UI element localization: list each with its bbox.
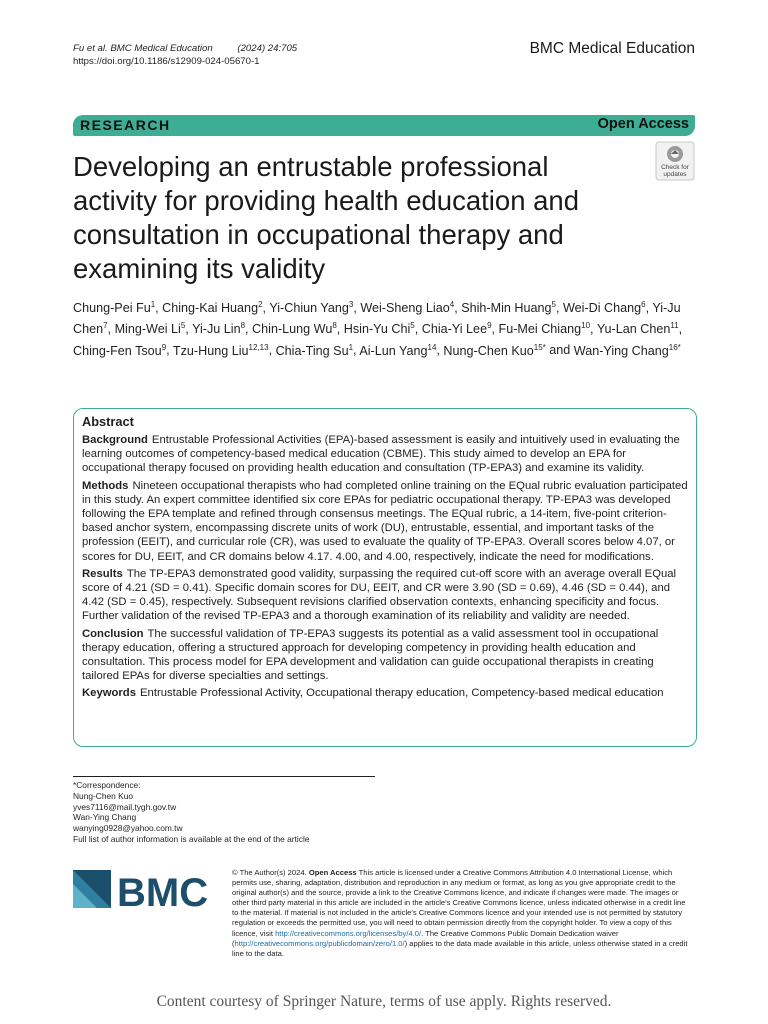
methods-label: Methods xyxy=(82,479,129,492)
author-name[interactable] xyxy=(115,322,186,336)
author-affiliation: 8 xyxy=(240,321,246,331)
courtesy-watermark: Content courtesy of Springer Nature, terms of use apply. Rights reserved. xyxy=(156,993,612,1010)
abstract-keywords xyxy=(82,686,688,700)
background-text: Entrustable Professional Activities (EPA)-based assessment is easily and intuitively used in evaluating the learning outcomes of competency-based medical education (CBME). This study aimed to develop an EPA for occupational therapy focused on providing health education and consultation (TP-EPA3) and examine its validity. xyxy=(82,434,680,475)
license-link-cc-by[interactable]: http://creativecommons.org/licenses/by/4.0/ xyxy=(275,928,422,938)
correspondence-label: *Correspondence: xyxy=(73,780,141,790)
results-label: Results xyxy=(82,567,123,580)
author-name[interactable] xyxy=(499,322,591,336)
author-name[interactable] xyxy=(443,344,545,358)
author-name[interactable] xyxy=(344,322,415,336)
author-name[interactable] xyxy=(359,344,436,358)
author-name-text: Yi-Ju Lin xyxy=(192,322,241,337)
author-affiliation: 9 xyxy=(487,321,492,331)
author-name-text: Hsin-Yu Chi xyxy=(343,322,411,337)
open-access-label: Open Access xyxy=(597,116,689,132)
author-name-text: Chung-Pei Fu xyxy=(73,301,151,316)
check-for-updates-icon[interactable] xyxy=(655,141,695,181)
author-name[interactable] xyxy=(563,301,646,315)
author-name-text: Yi-Ju Chen xyxy=(73,301,681,337)
section-label: RESEARCH xyxy=(80,117,171,133)
header-authors: Fu et al. xyxy=(73,43,108,54)
author-name-text: Shih-Min Huang xyxy=(461,301,552,316)
author-affiliation: 8 xyxy=(332,321,337,331)
author-name[interactable] xyxy=(422,322,492,336)
author-name[interactable] xyxy=(192,322,245,336)
abstract-conclusion xyxy=(82,627,688,684)
author-name[interactable] xyxy=(276,344,353,358)
author-affiliation: 11 xyxy=(670,321,679,331)
license-link-cc0[interactable]: http://creativecommons.org/publicdomain/zero/1.0/ xyxy=(234,938,405,948)
author-name-text: Chin-Lung Wu xyxy=(252,322,333,337)
correspondent-name-1: Nung-Chen Kuo xyxy=(73,790,134,801)
author-name-text: Yu-Lan Chen xyxy=(596,322,671,337)
author-name-text: Ching-Kai Huang xyxy=(162,301,259,316)
keywords-label: Keywords xyxy=(82,687,136,700)
author-affiliation: 16* xyxy=(668,342,681,352)
author-name-text: Tzu-Hung Liu xyxy=(172,343,249,358)
abstract-heading: Abstract xyxy=(82,414,134,429)
bmc-logo xyxy=(73,870,216,912)
author-name-text: Wei-Di Chang xyxy=(562,301,642,316)
header-doi[interactable]: https://doi.org/10.1186/s12909-024-05670-1 xyxy=(73,56,260,67)
author-name-text: Wan-Ying Chang xyxy=(573,343,669,358)
author-affiliation: 1 xyxy=(348,342,354,352)
author-affiliation: 5 xyxy=(180,321,186,331)
author-affiliation: 2 xyxy=(258,300,263,309)
license-text xyxy=(232,868,692,959)
author-name[interactable] xyxy=(597,322,679,336)
author-name[interactable] xyxy=(73,344,166,358)
author-name[interactable] xyxy=(574,344,681,358)
author-affiliation: 12,13 xyxy=(248,342,269,352)
methods-text: Nineteen occupational therapists who had completed online training on the EQual rubric evaluation participated in this study. An expert committee identified six core EPAs for pediatric occupational therapy. TP-EPA3 was developed following the EPA template and refined through consensus meetings. The EQual rubric, a 14-item, five-point criterion-based anchor system, encompassing discrete units of work (DU), entrustable, essential, and important tasks of the profession (EEIT), and curricular role (CR), was used to evaluate the quality of TP-EPA3. Overall scores below 4.07, or scores for DU, EEIT, and CR domains below 4.17. 4.00, and 4.00, respectively, indicate the need for modifications. xyxy=(82,479,688,563)
abstract-results xyxy=(82,567,688,624)
updates-label: updates xyxy=(663,171,687,178)
bmc-logo-text: BMC xyxy=(117,871,209,912)
author-affiliation: 4 xyxy=(449,300,455,309)
license-open-access: Open Access xyxy=(308,868,357,877)
license-body-2: . The Creative Commons Public Domain Dedication waiver ( xyxy=(232,928,619,948)
author-name-text: Ming-Wei Li xyxy=(114,322,181,337)
correspondent-email-1[interactable]: yves7116@mail.tygh.gov.tw xyxy=(73,801,177,812)
author-affiliation: 6 xyxy=(641,300,646,309)
author-name[interactable] xyxy=(173,344,269,358)
author-name[interactable] xyxy=(162,301,262,315)
author-affiliation: 5 xyxy=(410,321,415,331)
header-volume: (2024) 24:705 xyxy=(237,43,298,54)
author-affiliation: 3 xyxy=(348,300,354,309)
author-name-text: Chia-Ting Su xyxy=(275,343,349,358)
running-header xyxy=(73,42,297,68)
correspondence-footnote xyxy=(73,780,310,845)
author-info-note: Full list of author information is available at the end of the article xyxy=(73,833,310,844)
abstract-background xyxy=(82,433,688,476)
research-banner xyxy=(73,115,695,136)
author-name[interactable] xyxy=(269,301,353,315)
footnote-divider xyxy=(73,776,375,777)
author-name-text: Ai-Lun Yang xyxy=(359,343,428,358)
author-name-text: Wei-Sheng Liao xyxy=(360,301,450,316)
author-list: Chung-Pei Fu$^1$, Ching-Kai Huang$^2$, Yi-Chiun Yang$^3$, Wei-Sheng Liao$^4$, Shih-Min Huang$^5$, Wei-Di Chang$^6$, Yi-Ju Chen$^7$, Ming-Wei Li$^5$, Yi-Ju Lin$^8$, Chin-Lung Wu$^8$, Hsin-Yu Chi$^5$, Chia-Yi Lee$^9$, Fu-Mei Chiang$^{10}$, Yu-Lan Chen$^{11}$, Ching-Fen Tsou$^9$, Tzu-Hung Liu$^{12,13}$, Chia-Ting Su$^1$, Ai-Lun Yang$^{14}$, Nung-Chen Kuo$^{15*}$ and Wan-Ying Chang$^{16*}$ xyxy=(73,300,683,358)
author-name-text: Ching-Fen Tsou xyxy=(73,343,162,358)
license-body: This article is licensed under a Creative Commons Attribution 4.0 International License, which permits use, sharing, adaptation, distribution and reproduction in any medium or format, as long as you give appropriate credit to the original author(s) and the source, provide a link to the Creative Commons licence, and indicate if changes were made. The images or other third party material in this article are included in the article's Creative Commons licence, unless indicated otherwise in a credit line to the material. If material is not included in the article's Creative Commons licence and your intended use is not permitted by statutory regulation or exceeds the permitted use, you will need to obtain permission directly from the copyright holder. To view a copy of this licence, visit xyxy=(232,868,686,938)
author-name-text: Yi-Chiun Yang xyxy=(269,301,349,316)
conclusion-text: The successful validation of TP-EPA3 suggests its potential as a valid assessment tool in occupational therapy education, offering a structured approach for developing competency in providing health education and consultation. This process model for EPA development and validation can guide occupational therapists in creating tailored EPAs for diverse specialties and settings. xyxy=(82,627,659,683)
author-affiliation: 10 xyxy=(581,321,591,331)
abstract-box xyxy=(73,408,697,747)
abstract-methods xyxy=(82,479,688,564)
keywords-text: Entrustable Professional Activity, Occupational therapy education, Competency-based medical education xyxy=(140,687,664,700)
journal-name: BMC Medical Education xyxy=(529,40,695,57)
author-name-text: Fu-Mei Chiang xyxy=(498,322,582,337)
license-body-3: ) applies to the data made available in this article, unless otherwise stated in a credit line to the data. xyxy=(232,938,688,958)
article-title: Developing an entrustable professional activity for providing health education and consultation in occupational therapy and examining its validity xyxy=(73,151,580,284)
author-name-text: Chia-Yi Lee xyxy=(421,322,488,337)
author-affiliation: 9 xyxy=(161,342,167,352)
author-affiliation: 1 xyxy=(150,300,156,309)
author-name[interactable] xyxy=(360,301,454,315)
header-journal-short: BMC Medical Education xyxy=(110,43,213,54)
license-prefix: © The Author(s) 2024. xyxy=(232,868,307,877)
results-text: The TP-EPA3 demonstrated good validity, surpassing the required cut-off score with an average overall EQual score of 4.21 (SD = 0.41). Specific domain scores for DU, EEIT, and CR were 3.90 (SD = 0.69), 4.46 (SD = 0.44), and 4.42 (SD = 0.45), respectively. Subsequent revisions clarified observation contexts, enhancing specificity and focus. Further validation of the revised TP-EPA3 and a thorough examination of its reliability and validity are needed. xyxy=(82,567,677,623)
author-affiliation: 5 xyxy=(551,300,556,309)
author-affiliation: 7 xyxy=(103,321,108,331)
author-affiliation: 14 xyxy=(427,342,437,352)
conclusion-label: Conclusion xyxy=(82,627,144,640)
check-for-label: Check for xyxy=(661,164,689,171)
author-affiliation: 15* xyxy=(533,342,546,352)
background-label: Background xyxy=(82,434,148,446)
author-name[interactable] xyxy=(461,301,556,315)
correspondent-name-2: Wan-Ying Chang xyxy=(73,812,137,823)
correspondent-email-2[interactable]: wanying0928@yahoo.com.tw xyxy=(73,823,183,834)
author-name[interactable] xyxy=(252,322,337,336)
author-name-text: Nung-Chen Kuo xyxy=(443,343,534,358)
author-name[interactable] xyxy=(73,301,155,315)
authors-and: and xyxy=(549,343,571,358)
